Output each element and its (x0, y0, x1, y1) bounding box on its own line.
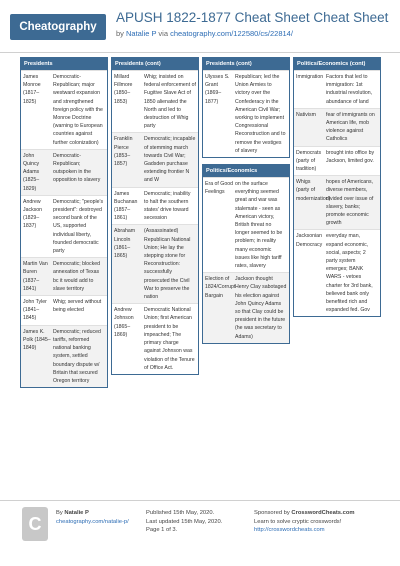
row-description: Democratic; "people's president": destroyed second bank of the US, supported individual liberty, founded democratic party (53, 198, 104, 255)
table-row (21, 257, 107, 295)
row-term: Era of Good Feelings (205, 181, 233, 196)
by-prefix: by (116, 29, 127, 38)
table-row (21, 195, 107, 257)
table-row (294, 146, 380, 176)
table-row (203, 177, 289, 272)
row-description: Democratic-Republican; outspoken in the opposition to slavery (53, 152, 101, 184)
row-description: Democratic; incapable of stemming march towards Civil War; Gadsden purchase extending frontier N and W (144, 136, 196, 184)
row-term: Nativism (296, 111, 316, 118)
row-term: James Monroe (1817–1825) (23, 74, 41, 105)
row-description: Democratic; reduced tariffs, reformed national banking system, settled boundary dispute w/ Britain that secured Oregon territory (53, 328, 101, 384)
sponsor-link[interactable]: http://crosswordcheats.com (254, 527, 325, 533)
page-title: APUSH 1822-1877 Cheat Sheet Cheat Sheet (116, 10, 389, 25)
section-heading: Presidents (cont) (203, 58, 289, 70)
row-term: Abraham Lincoln (1861–1865) (114, 228, 136, 260)
row-description: Whig; insisted on federal enforcement of Fugitive Slave Act of 1850 alienated the North and led to destruction of Whig party (144, 74, 196, 130)
table-row (21, 70, 107, 149)
table-row (203, 272, 289, 343)
table-row (294, 175, 380, 229)
row-term: Franklin Pierce (1853–1857) (114, 136, 133, 168)
row-term: Martin Van Buren (1837–1841) (23, 261, 48, 292)
section (293, 57, 381, 317)
table-row (112, 132, 198, 186)
page-header (0, 0, 400, 56)
column-4 (293, 57, 381, 323)
row-term: Democrats (party of tradition) (296, 149, 322, 173)
section-heading: Presidents (21, 58, 107, 70)
row-term: Election of 1824/Corrupt Bargain (205, 276, 236, 299)
section (111, 57, 199, 375)
row-description: Jackson thought Henry Clay sabotaged his election against John Quincy Adams so that Clay could be president in the future (he was secretary to Adams) (235, 276, 287, 340)
column-2 (111, 57, 199, 381)
row-description: Democratic; blocked annexation of Texas bc it would add to slave territory (53, 261, 100, 292)
footer-author-link[interactable]: cheatography.com/natalie-p/ (56, 518, 129, 525)
row-description: brought into office by Jackson, limited gov. (326, 149, 375, 164)
row-description: on the surface everything seemed great and war was stalemate - seen as American victory, British threat no longer seemed to be problem; in reality many economic issues like high tariff rates, slavery (235, 181, 283, 270)
footer-author-name: Natalie P (64, 510, 89, 516)
footer-sponsor (254, 509, 355, 535)
row-description: Democratic; inability to halt the southern states' drive toward secession (144, 190, 191, 222)
header-divider (0, 52, 400, 53)
sponsor-tagline: Learn to solve cryptic crosswords! (254, 518, 342, 525)
table-row (112, 70, 198, 132)
section (202, 164, 290, 344)
row-description: hopes of Americans, diverse members, divided over issue of slavery, banks; promote economic growth (326, 179, 374, 227)
row-description: Democratic-Republican; major westward expansion and strengthened foreign policy with the Monroe Doctrine (warning to European countries against further colonization) (53, 74, 103, 146)
row-term: James Buchanan (1857–1861) (114, 190, 138, 222)
row-term: Andrew Johnson (1865–1869) (114, 307, 134, 338)
table-row (112, 224, 198, 303)
page-footer (0, 500, 400, 566)
cheatography-c-logo: C (22, 507, 48, 541)
page-number: Page 1 of 3. (146, 527, 178, 533)
column-1 (20, 57, 108, 394)
section (202, 57, 290, 158)
row-term: Whigs (party of modernization) (296, 179, 331, 202)
table-row (21, 295, 107, 325)
row-term: Ulysses S. Grant (1869–1877) (205, 74, 230, 105)
section-heading: Politics/Economics (203, 165, 289, 177)
row-term: Millard Fillmore (1850–1853) (114, 74, 133, 105)
row-description: everyday man, expand economic, social, aspects; 2 party system emerges; BANK WARS - vetoes charter for 3rd bank, believed bank only benefited rich and expanded fed. Gov (326, 233, 373, 314)
row-term: Immigration (296, 74, 324, 80)
section-heading: Politics/Economics (cont) (294, 58, 380, 70)
table-row (21, 325, 107, 387)
row-term: James K. Polk (1845–1849) (23, 328, 51, 352)
sponsor-prefix: Sponsored by (254, 510, 292, 516)
footer-by-label: By (56, 510, 65, 516)
footer-publication (146, 509, 222, 535)
updated-date: Last updated 15th May, 2020. (146, 518, 223, 525)
table-row (112, 187, 198, 225)
cheatography-logo[interactable]: Cheatography (10, 14, 106, 40)
row-description: Factors that led to immigration: 1st industrial revolution, abundance of land (326, 74, 373, 105)
row-term: John Tyler (1841–1845) (23, 299, 47, 322)
published-date: Published 15th May, 2020. (146, 510, 215, 516)
author-link[interactable]: Natalie P (126, 29, 157, 38)
byline (116, 29, 293, 38)
table-row (203, 70, 289, 157)
table-row (294, 108, 380, 146)
table-row (294, 70, 380, 108)
sponsor-name: CrosswordCheats.com (291, 510, 355, 516)
row-description: Republican; led the Union Armies to victory over the Confederacy in the American Civil War; working to implement Congressional Reconstruction and to remove the vestiges of slavery (235, 74, 286, 154)
footer-author (56, 509, 129, 526)
row-description: fear of immigrants on American life, mob violence against Catholics (326, 111, 375, 143)
row-description: Whig; served without being elected (53, 299, 102, 314)
table-row (21, 149, 107, 195)
sheet-url-link[interactable]: cheatography.com/122580/cs/22814/ (170, 29, 293, 38)
via-text: via (156, 29, 171, 38)
section (20, 57, 108, 388)
section-heading: Presidents (cont) (112, 58, 198, 70)
table-row (112, 303, 198, 374)
row-term: John Quincy Adams (1825–1829) (23, 152, 40, 192)
column-3 (202, 57, 290, 350)
row-term: Andrew Jackson (1829–1837) (23, 198, 43, 230)
row-description: (Assassinated) Republican National Union; He lay the stepping stone for Reconstruction: successfully prosecuted the Civil War to preserve the nation (144, 228, 191, 301)
table-row (294, 229, 380, 316)
row-term: Jacksonian Democracy (296, 233, 323, 248)
row-description: Democratic National Union; first American president to be impeached; The primary charge against Johnson was violation of the Tenure of Office Act. (144, 307, 195, 371)
